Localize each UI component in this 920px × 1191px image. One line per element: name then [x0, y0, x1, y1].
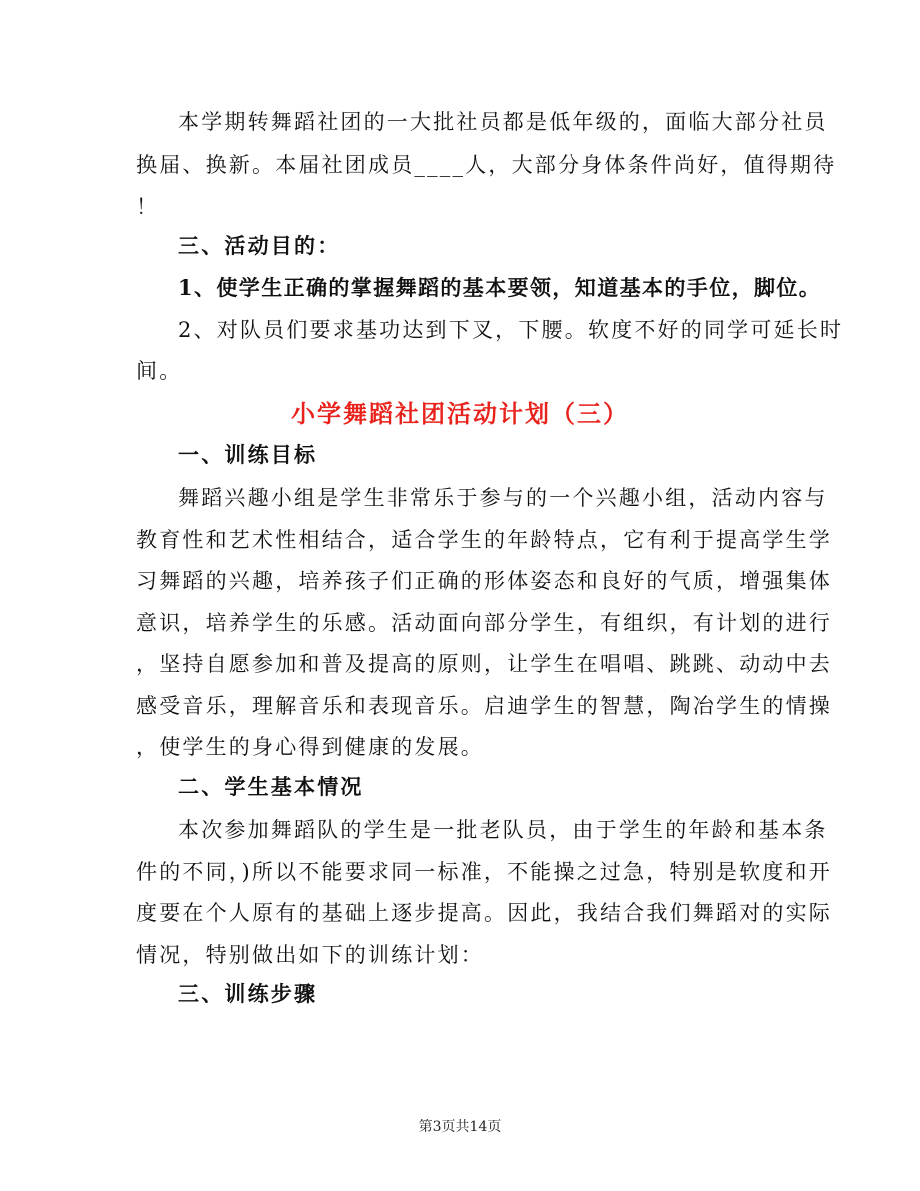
goal-para-line-6: 感受音乐，理解音乐和表现音乐。启迪学生的智慧，陶冶学生的情操	[136, 694, 832, 718]
intro-line-3: ！	[136, 195, 160, 219]
student-para-line-2: 件的不同，)所以不能要求同一标准，不能操之过急，特别是软度和开	[136, 860, 832, 884]
heading-student-info: 二、学生基本情况	[178, 774, 364, 799]
page-number-footer: 第3页共14页	[418, 1119, 502, 1135]
goal-para-line-1: 舞蹈兴趣小组是学生非常乐于参与的一个兴趣小组，活动内容与	[178, 486, 828, 510]
page-title: 小学舞蹈社团活动计划（三）	[291, 399, 629, 428]
goal-item-2-line-2: 间。	[136, 359, 183, 383]
goal-para-line-3: 习舞蹈的兴趣，培养孩子们正确的形体姿态和良好的气质，增强集体	[136, 569, 832, 593]
heading-training-goal: 一、训练目标	[178, 442, 318, 467]
goal-para-line-5: ，坚持自愿参加和普及提高的原则，让学生在唱唱、跳跳、动动中去	[136, 652, 832, 676]
student-para-line-4: 情况，特别做出如下的训练计划：	[136, 943, 484, 967]
intro-line-2: 换届、换新。本届社团成员____人，大部分身体条件尚好，值得期待	[136, 153, 837, 177]
student-para-line-3: 度要在个人原有的基础上逐步提高。因此，我结合我们舞蹈对的实际	[136, 901, 832, 925]
goal-item-1: 1、使学生正确的掌握舞蹈的基本要领，知道基本的手位，脚位。	[178, 275, 822, 300]
goal-para-line-7: ，使学生的身心得到健康的发展。	[136, 735, 484, 759]
goal-item-2-line-1: 2、对队员们要求基功达到下叉，下腰。软度不好的同学可延长时	[178, 318, 844, 342]
section-heading-activity-goal: 三、活动目的：	[178, 233, 341, 258]
heading-training-steps: 三、训练步骤	[178, 981, 318, 1006]
student-para-line-1: 本次参加舞蹈队的学生是一批老队员，由于学生的年龄和基本条	[178, 818, 828, 842]
goal-para-line-4: 意识，培养学生的乐感。活动面向部分学生，有组织，有计划的进行	[136, 611, 832, 635]
intro-line-1: 本学期转舞蹈社团的一大批社员都是低年级的，面临大部分社员	[178, 110, 828, 134]
goal-para-line-2: 教育性和艺术性相结合，适合学生的年龄特点，它有利于提高学生学	[136, 528, 832, 552]
